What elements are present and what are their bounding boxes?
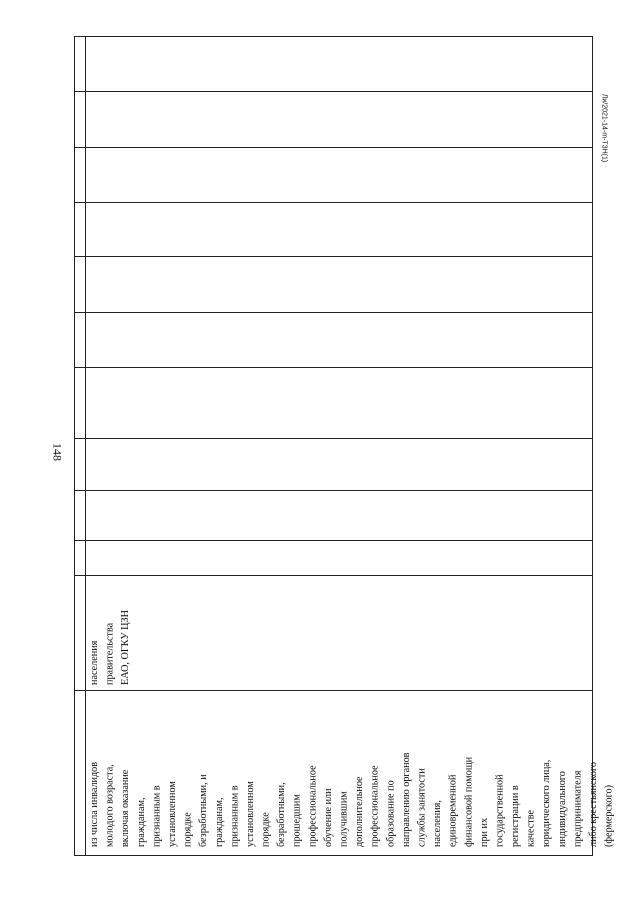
row-divider xyxy=(75,202,592,203)
description-line: финансовой помощи xyxy=(463,756,475,847)
executor-line: ЕАО, ОГКУ ЦЗН xyxy=(120,610,132,685)
description-line: гражданам, xyxy=(213,797,225,847)
description-line: при их xyxy=(478,817,490,847)
measure-description-cell xyxy=(87,699,617,847)
description-line: образование по xyxy=(385,780,397,847)
executor-line: населения xyxy=(89,640,100,685)
description-line: безработными, xyxy=(276,782,288,847)
description-line: регистрации в xyxy=(510,785,522,847)
description-line: включая оказание xyxy=(120,769,132,847)
description-line: дополнительное xyxy=(354,776,366,847)
description-line: признанным в xyxy=(151,785,163,847)
description-line: службы занятости xyxy=(416,768,428,847)
description-line: установленном xyxy=(244,781,256,847)
row-divider xyxy=(75,438,592,439)
executor-cell xyxy=(87,581,134,685)
description-line: направлению органов xyxy=(400,752,412,847)
description-line: порядке xyxy=(260,812,272,847)
row-divider xyxy=(75,540,592,541)
row-divider xyxy=(75,575,592,576)
row-divider xyxy=(75,367,592,368)
description-line: единовременной xyxy=(447,774,459,847)
row-divider xyxy=(75,256,592,257)
description-line: юридического лица, xyxy=(541,759,553,847)
column-divider xyxy=(85,37,86,855)
description-line: гражданам, xyxy=(135,797,147,847)
description-line: из числа инвалидов xyxy=(89,761,100,847)
description-line: предпринимателя xyxy=(572,770,584,847)
description-line: признанным в xyxy=(229,785,241,847)
description-line: установленном xyxy=(166,781,178,847)
description-line: обучение или xyxy=(322,788,334,847)
description-line: либо крестьянского xyxy=(588,761,599,847)
description-line: профессиональное xyxy=(307,765,319,847)
row-divider xyxy=(75,147,592,148)
document-code: Ли/2021-14-m-T3H(1) xyxy=(600,93,608,163)
description-line: государственной xyxy=(494,774,506,847)
description-line: (фермерского) xyxy=(603,785,615,847)
row-divider xyxy=(75,690,592,691)
description-line: индивидуального xyxy=(556,771,568,847)
row-divider xyxy=(75,312,592,313)
description-line: населения, xyxy=(432,800,444,847)
row-divider xyxy=(75,91,592,92)
description-line: безработными, и xyxy=(198,774,210,847)
description-line: молодого возраста, xyxy=(104,764,116,847)
description-line: прошедшим xyxy=(291,794,303,847)
page-number: 148 xyxy=(50,443,65,461)
description-line: порядке xyxy=(182,812,194,847)
row-divider xyxy=(75,490,592,491)
description-line: качестве xyxy=(525,809,537,847)
description-line: профессиональное xyxy=(369,765,381,847)
executor-line: правительства xyxy=(104,622,116,685)
description-line: получившим xyxy=(338,791,350,847)
